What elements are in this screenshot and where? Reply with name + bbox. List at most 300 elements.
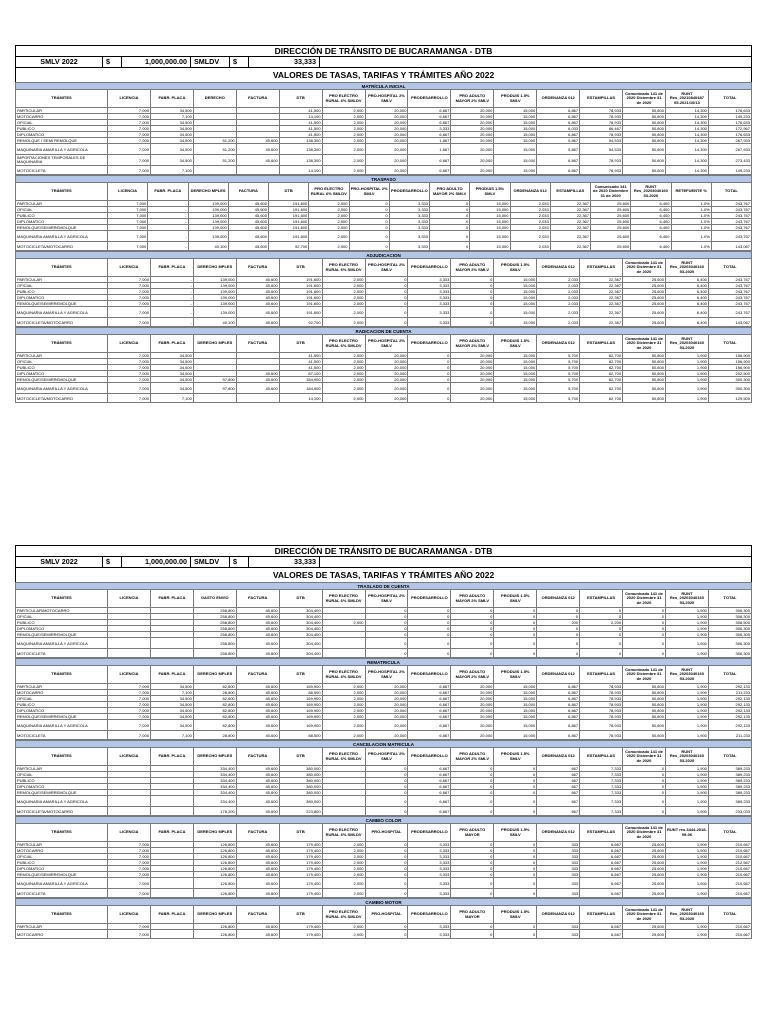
table-cell: 0: [365, 807, 408, 816]
table-cell: 129,500: [708, 394, 751, 403]
table-cell: 6,400: [665, 283, 708, 289]
table-cell: 20,000: [451, 690, 494, 696]
table-cell: -: [148, 219, 188, 225]
column-header: LICENCIA: [108, 906, 151, 924]
column-header: PRO ADULTO MAYOR 2% SMLV: [451, 259, 494, 277]
table-cell: 20,000: [365, 359, 408, 365]
column-header: Comunicado 141 de 2020 Diciembre 31 de 2020: [623, 259, 666, 277]
table-cell: 45,600: [236, 860, 279, 866]
table-cell: 0: [451, 930, 494, 939]
table-cell: 0: [365, 889, 408, 898]
table-cell: 149,233: [708, 114, 751, 120]
table-cell: 62,700: [580, 371, 623, 377]
table-cell: 2,033: [537, 295, 580, 301]
column-header: RUNT res.3444-2018-09-06: [665, 824, 708, 842]
table-cell: 25,600: [623, 924, 666, 930]
table-cell: 1,900: [665, 889, 708, 898]
table-cell: 7,000: [108, 138, 151, 144]
table-cell: 7,000: [108, 283, 151, 289]
table-cell: 20,000: [365, 132, 408, 138]
table-cell: 41,500: [279, 365, 322, 371]
table-cell: 14,300: [665, 166, 708, 175]
column-header: ESTAMPILLAS: [580, 906, 623, 924]
table-cell: 2,000: [322, 307, 365, 318]
table-cell: 184,900: [279, 383, 322, 394]
table-cell: 20,000: [451, 120, 494, 126]
table-cell: 0: [349, 201, 389, 207]
table-cell: 2,000: [322, 848, 365, 854]
table-cell: 7,000: [108, 842, 151, 848]
row-label: DIPLOMATICO: [16, 784, 108, 790]
table-cell: 7,000: [108, 878, 151, 889]
table-cell: 15,000: [494, 295, 537, 301]
table-cell: 1.0%: [671, 225, 711, 231]
table-cell: 243,767: [711, 225, 751, 231]
table-cell: 78,933: [580, 132, 623, 138]
table-cell: 156,900: [708, 353, 751, 359]
table-cell: 210,667: [708, 854, 751, 860]
table-cell: 15,000: [494, 138, 537, 144]
table-cell: 2,033: [537, 283, 580, 289]
table-cell: 15,000: [470, 242, 510, 251]
table-cell: 45,600: [236, 377, 279, 383]
row-label: MOTOCICLETA: [16, 649, 108, 658]
table-row: [16, 231, 752, 242]
table-cell: 0: [451, 283, 494, 289]
table-cell: 3,333: [408, 295, 451, 301]
column-header: PRODUIS 1.5% SMLV: [494, 90, 537, 108]
row-label: MAQUINARIA AMARILLA Y AGRICOLA: [16, 231, 108, 242]
table-cell: 45,600: [228, 201, 268, 207]
table-cell: 20,000: [451, 359, 494, 365]
row-label: PARTICULAR: [16, 684, 108, 690]
table-cell: 50,800: [623, 114, 666, 120]
table-cell: 20,000: [365, 394, 408, 403]
table-cell: 3,333: [408, 301, 451, 307]
section-title: TRASLADO DE CUENTA: [16, 583, 752, 590]
column-header: PRODUIS 1.5% SMLV: [494, 666, 537, 684]
table-cell: 20,000: [451, 720, 494, 731]
table-cell: 6,867: [537, 708, 580, 714]
table-cell: 292,133: [708, 714, 751, 720]
table-cell: 212,567: [708, 860, 751, 866]
table-cell: 126,800: [193, 872, 236, 878]
table-cell: 0: [451, 796, 494, 807]
table-cell: 2,000: [309, 219, 349, 225]
row-label: PARTICULAR: [16, 201, 108, 207]
table-cell: 389,233: [708, 766, 751, 772]
table-cell: 1.0%: [671, 201, 711, 207]
table-cell: 34,500: [150, 365, 193, 371]
table-cell: 62,700: [580, 365, 623, 371]
table-cell: 5,867: [537, 138, 580, 144]
column-header: FABR. PLACA: [150, 906, 193, 924]
table-cell: 3,333: [408, 854, 451, 860]
table-cell: 45,600: [236, 772, 279, 778]
table-cell: 0: [365, 307, 408, 318]
column-header: PRODESARROLLO: [389, 183, 429, 201]
table-cell: 15,000: [494, 108, 537, 114]
table-cell: 0: [365, 854, 408, 860]
table-cell: 1,900: [665, 766, 708, 772]
table-cell: 28,800: [193, 731, 236, 740]
table-cell: 0: [349, 242, 389, 251]
column-header: PRODUIS 1.5% SMLV: [494, 335, 537, 353]
table-cell: 0: [365, 796, 408, 807]
table-cell: 223,800: [279, 807, 322, 816]
column-header: PRO ELECTRO RURAL 6% SMLDV: [322, 335, 365, 353]
table-cell: 6,667: [408, 731, 451, 740]
table-cell: 20,000: [365, 377, 408, 383]
table-cell: -: [150, 301, 193, 307]
row-label: OFICIAL: [16, 772, 108, 778]
table-cell: 126,800: [193, 848, 236, 854]
table-cell: 380,000: [279, 784, 322, 790]
table-cell: 0: [580, 649, 623, 658]
table-cell: 0: [537, 614, 580, 620]
table-cell: 304,400: [279, 649, 322, 658]
table-cell: 6,867: [537, 702, 580, 708]
table-cell: 258,800: [193, 614, 236, 620]
column-header: ESTAMPILLAS: [580, 824, 623, 842]
table-cell: 15,000: [470, 219, 510, 225]
table-cell: 45,600: [236, 720, 279, 731]
column-header: PRODUIS 1.5% SMLV: [494, 748, 537, 766]
table-cell: 45,600: [228, 213, 268, 219]
table-cell: 667: [537, 784, 580, 790]
table-cell: 333: [537, 889, 580, 898]
table-cell: 0: [451, 848, 494, 854]
table-cell: 2,033: [510, 207, 550, 213]
table-cell: 2,000: [322, 889, 365, 898]
table-cell: 0: [494, 632, 537, 638]
table-cell: 333: [537, 866, 580, 872]
table-row: [16, 807, 752, 816]
row-label: MOTOCARRO: [16, 690, 108, 696]
table-cell: 87,100: [279, 371, 322, 377]
table-cell: 292,133: [708, 720, 751, 731]
table-cell: 0: [451, 632, 494, 638]
table-cell: 6,867: [537, 690, 580, 696]
table-cell: 5,700: [537, 365, 580, 371]
table-cell: 0: [623, 766, 666, 772]
table-cell: 139,000: [188, 231, 228, 242]
table-cell: [108, 807, 151, 816]
table-cell: 6,867: [537, 731, 580, 740]
currency-symbol: $: [230, 557, 249, 567]
table-cell: 243,767: [711, 213, 751, 219]
table-cell: 45,600: [236, 842, 279, 848]
table-cell: 2,000: [322, 166, 365, 175]
table-cell: -: [148, 225, 188, 231]
row-label: PARTICULAR: [16, 108, 108, 114]
table-cell: 22,367: [580, 318, 623, 327]
table-cell: 20,000: [451, 731, 494, 740]
table-cell: 6,400: [665, 277, 708, 283]
table-cell: 138,300: [279, 144, 322, 155]
table-cell: 380,000: [279, 796, 322, 807]
table-cell: 20,000: [365, 126, 408, 132]
table-cell: 7,000: [108, 848, 151, 854]
table-cell: 34,500: [150, 371, 193, 377]
row-label: REMOLQUE/SEMIRREMOLQUE: [16, 225, 108, 231]
table-cell: 0: [451, 638, 494, 649]
table-cell: 0: [451, 608, 494, 614]
table-cell: 14,300: [665, 126, 708, 132]
table-cell: 7,000: [108, 318, 151, 327]
document-title: DIRECCIÓN DE TRÁNSITO DE BUCARAMANGA - DTB: [15, 45, 752, 56]
currency-symbol: $: [230, 57, 249, 67]
table-cell: 0: [451, 649, 494, 658]
column-header: TRÁMITES: [16, 666, 108, 684]
table-cell: 1,900: [665, 854, 708, 860]
table-cell: 51,200: [193, 155, 236, 166]
table-cell: 20,000: [365, 155, 408, 166]
table-cell: 14,100: [279, 394, 322, 403]
table-cell: 82,800: [193, 714, 236, 720]
table-cell: 3,333: [389, 213, 429, 219]
table-cell: 179,400: [279, 930, 322, 939]
table-cell: 1,900: [665, 714, 708, 720]
column-header: TRÁMITES: [16, 183, 108, 201]
table-cell: [150, 930, 193, 939]
table-row: [16, 638, 752, 649]
table-cell: 15,000: [494, 277, 537, 283]
table-cell: 20,000: [365, 383, 408, 394]
table-cell: 176,633: [708, 132, 751, 138]
smldv-value: 33,333: [249, 57, 320, 67]
column-header: ESTAMPILLAS: [580, 335, 623, 353]
table-cell: 6,667: [408, 702, 451, 708]
table-cell: 20,000: [451, 126, 494, 132]
table-cell: 0: [494, 878, 537, 889]
column-header: PRO ADULTO MAYOR 2% SMLV: [451, 590, 494, 608]
table-cell: 0: [537, 649, 580, 658]
column-header: TOTAL: [708, 906, 751, 924]
table-cell: 5,700: [537, 394, 580, 403]
table-cell: 5,700: [537, 377, 580, 383]
table-cell: 92,700: [279, 318, 322, 327]
table-cell: 1,900: [665, 790, 708, 796]
table-cell: 149,233: [708, 166, 751, 175]
smldv-label: SMLDV: [191, 557, 230, 567]
table-cell: 1,900: [665, 720, 708, 731]
table-cell: 380,000: [279, 790, 322, 796]
table-cell: 7,000: [108, 231, 148, 242]
table-cell: 0: [623, 620, 666, 626]
table-cell: 45,600: [236, 924, 279, 930]
table-cell: 15,000: [494, 394, 537, 403]
table-cell: -: [150, 283, 193, 289]
table-cell: 0: [494, 842, 537, 848]
table-cell: 0: [349, 219, 389, 225]
table-cell: 243,767: [711, 231, 751, 242]
table-cell: 1,900: [665, 626, 708, 632]
table-cell: 0: [349, 207, 389, 213]
column-header: DERECHO MPLES: [193, 748, 236, 766]
table-cell: 0: [365, 626, 408, 632]
table-cell: 6,667: [580, 854, 623, 860]
table-cell: 3,333: [408, 889, 451, 898]
table-cell: 0: [349, 225, 389, 231]
table-cell: 1,900: [665, 377, 708, 383]
row-label: REMOLQUE/SEMIRREMOLQUE: [16, 790, 108, 796]
table-cell: 45,600: [236, 318, 279, 327]
column-header: DERECHO MPLES: [188, 183, 228, 201]
column-header: FACTURA: [236, 906, 279, 924]
row-label: OFICIAL: [16, 283, 108, 289]
table-cell: 258,800: [193, 626, 236, 632]
column-header: PRODUIS 1.5% SMLV: [494, 824, 537, 842]
table-cell: 0: [365, 283, 408, 289]
table-row: [16, 889, 752, 898]
table-cell: 3,333: [408, 878, 451, 889]
table-cell: 50,800: [623, 394, 666, 403]
table-cell: 22,367: [550, 219, 590, 225]
table-row: [16, 796, 752, 807]
table-cell: 243,767: [708, 277, 751, 283]
table-cell: 139,000: [188, 201, 228, 207]
table-cell: 179,400: [279, 848, 322, 854]
column-header: PRO ELECTRO RURAL 6% SMLDV: [322, 906, 365, 924]
table-cell: 54,533: [580, 144, 623, 155]
row-label: PARTICULAR: [16, 766, 108, 772]
column-header: FABR. PLACA: [150, 259, 193, 277]
table-cell: 233,033: [708, 807, 751, 816]
table-cell: 211,233: [708, 690, 751, 696]
table-cell: 28,800: [193, 690, 236, 696]
row-label: DIPLOMATICO: [16, 132, 108, 138]
table-cell: 0: [494, 866, 537, 872]
table-cell: 20,000: [365, 365, 408, 371]
table-cell: 15,000: [494, 708, 537, 714]
column-header: PRO ADULTO MAYOR 2% SMLV: [451, 90, 494, 108]
column-header: PRODUIS 1.5% SMLV: [494, 590, 537, 608]
column-header: RUNT Res_20203040160 53-2020: [665, 906, 708, 924]
table-cell: 2,000: [322, 708, 365, 714]
column-header: LICENCIA: [108, 590, 151, 608]
column-header: PRO ADULTO MAYOR 2% SMLV: [430, 183, 470, 201]
table-cell: 45,600: [236, 649, 279, 658]
table-cell: 0: [365, 778, 408, 784]
table-cell: 7,333: [580, 790, 623, 796]
table-cell: 15,000: [494, 114, 537, 120]
column-header: FABR. PLACA: [150, 666, 193, 684]
row-label: MOTOCICLETA: [16, 889, 108, 898]
table-cell: 7,000: [108, 860, 151, 866]
table-cell: 97,800: [193, 383, 236, 394]
table-cell: 20,000: [365, 120, 408, 126]
column-header: DTB: [269, 183, 309, 201]
table-cell: 15,000: [494, 377, 537, 383]
table-cell: 2,000: [309, 225, 349, 231]
table-cell: 40,100: [188, 242, 228, 251]
table-cell: [108, 649, 151, 658]
table-cell: 243,767: [711, 201, 751, 207]
table-cell: 2,033: [510, 231, 550, 242]
smlv-value: 1,000,000.00: [122, 57, 191, 67]
table-cell: 20,000: [451, 114, 494, 120]
column-header: TRÁMITES: [16, 259, 108, 277]
table-cell: 3,333: [408, 866, 451, 872]
column-header: PRO ELECTRO RURAL 6% SMLDV: [322, 824, 365, 842]
table-cell: 62,700: [580, 377, 623, 383]
table-cell: 45,600: [236, 289, 279, 295]
table-cell: 6,400: [631, 231, 671, 242]
table-cell: 7,000: [108, 854, 151, 860]
row-label: REMOLQUE/SEMIRREMOLQUE: [16, 714, 108, 720]
row-label: MOTOCICLETA/MOTOCARRO: [16, 394, 108, 403]
row-label: PUBLICO: [16, 778, 108, 784]
tariff-table: [15, 740, 752, 816]
table-cell: 0: [623, 626, 666, 632]
row-label: REMOLQUE/SEMIRREMOLQUE: [16, 377, 108, 383]
table-cell: 7,000: [108, 696, 151, 702]
row-label: OFICIAL: [16, 359, 108, 365]
table-cell: 78,933: [580, 690, 623, 696]
table-cell: 0: [451, 620, 494, 626]
tariff-page-1: [15, 45, 752, 403]
table-cell: 50,800: [623, 155, 666, 166]
table-cell: 7,333: [580, 807, 623, 816]
table-cell: 7,000: [108, 690, 151, 696]
table-cell: [108, 638, 151, 649]
table-cell: 6,667: [408, 807, 451, 816]
table-cell: 0: [365, 318, 408, 327]
table-cell: 2,000: [322, 144, 365, 155]
table-cell: 51,200: [193, 138, 236, 144]
column-header: PRO-HOSPITAL 2% SMLV: [365, 90, 408, 108]
table-cell: 210,667: [708, 842, 751, 848]
table-cell: 20,000: [365, 684, 408, 690]
column-header: PRO-HOSPITAL: [365, 906, 408, 924]
table-cell: 20,000: [365, 731, 408, 740]
table-cell: 191,600: [279, 277, 322, 283]
table-cell: 0: [451, 784, 494, 790]
column-header: PRODESARROLLO: [408, 748, 451, 766]
table-cell: 292,133: [708, 708, 751, 714]
table-cell: 78,933: [580, 708, 623, 714]
table-cell: 0: [623, 784, 666, 790]
column-header: FACTURA: [236, 666, 279, 684]
table-cell: 243,767: [708, 307, 751, 318]
table-cell: 2,000: [322, 860, 365, 866]
table-cell: 0: [349, 213, 389, 219]
table-cell: 34,500: [150, 155, 193, 166]
table-cell: 258,800: [193, 632, 236, 638]
table-cell: 3,333: [389, 219, 429, 225]
column-header: FABR. PLACA: [150, 748, 193, 766]
table-cell: 20,000: [365, 114, 408, 120]
table-cell: 176,633: [708, 120, 751, 126]
table-cell: 0: [430, 231, 470, 242]
table-cell: [193, 394, 236, 403]
table-cell: 0: [365, 878, 408, 889]
table-cell: 0: [494, 889, 537, 898]
table-cell: 45,600: [236, 283, 279, 289]
table-cell: 41,500: [279, 353, 322, 359]
table-cell: 14,300: [665, 144, 708, 155]
table-cell: 50,800: [623, 720, 666, 731]
row-label: PARTICULAR/MOTOCARRO: [16, 608, 108, 614]
table-cell: 45,600: [236, 696, 279, 702]
table-cell: 334,400: [193, 772, 236, 778]
table-cell: 2,000: [309, 207, 349, 213]
table-cell: 14,100: [279, 166, 322, 175]
table-cell: 1,900: [665, 371, 708, 377]
table-cell: 0: [365, 614, 408, 620]
table-cell: 0: [365, 632, 408, 638]
